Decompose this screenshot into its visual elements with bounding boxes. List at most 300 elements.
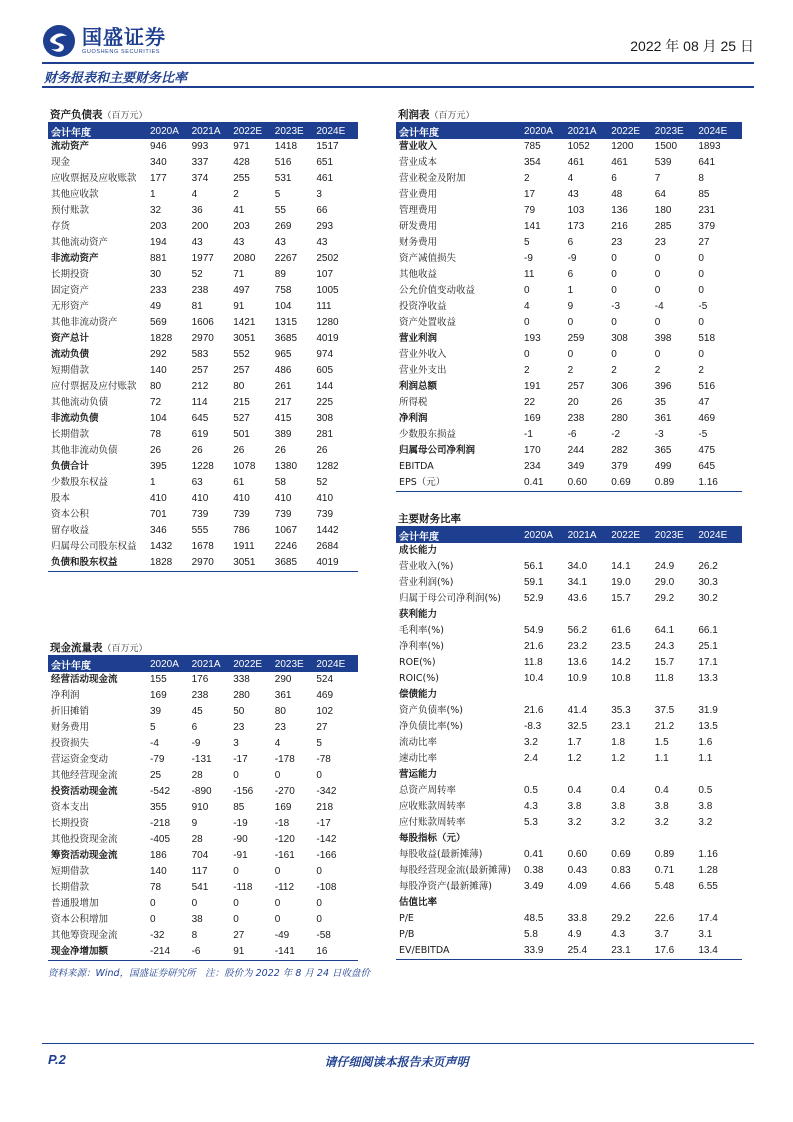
table-row [396, 459, 742, 475]
row-label: 现金净增加额 [48, 944, 150, 961]
cell-value: 5.48 [654, 881, 675, 892]
cell-value: -78 [316, 754, 331, 765]
cell-value: 361 [274, 690, 292, 701]
row-label: 其他非流动资产 [51, 317, 118, 328]
table-row [48, 347, 358, 363]
cell-value: 64.1 [654, 625, 675, 636]
cell-value: 3.8 [567, 801, 582, 812]
cell-value: 24.9 [654, 561, 675, 572]
cell-value: 64 [654, 189, 666, 200]
row-label: P/B [399, 929, 415, 940]
cell-value: 3.2 [567, 817, 582, 828]
cell-value: 203 [150, 221, 167, 232]
cell-value: -141 [275, 944, 317, 961]
cell-value: -58 [316, 930, 331, 941]
cell-value: 43 [191, 237, 203, 248]
cell-value: 1282 [316, 461, 339, 472]
row-label: 长期借款 [51, 429, 90, 440]
cell-value: 194 [150, 237, 167, 248]
cell-value: -120 [274, 834, 295, 845]
cell-value: -156 [233, 786, 254, 797]
table-row [396, 203, 742, 219]
cell-value [655, 687, 699, 703]
cell-value: 338 [233, 674, 250, 685]
cell-value: 285 [654, 221, 672, 232]
cell-value: -3 [654, 429, 664, 440]
table-row [48, 912, 358, 928]
cell-value: 52 [316, 477, 328, 488]
cell-value: 216 [611, 221, 628, 232]
cell-value: 233 [150, 285, 167, 296]
cell-value: -9 [191, 738, 201, 749]
cell-value: 946 [150, 141, 167, 152]
cell-value [524, 831, 568, 847]
cell-value: 785 [524, 141, 541, 152]
cell-value: 29.0 [654, 577, 675, 588]
cell-value: 43.6 [567, 593, 588, 604]
cell-value: 35 [654, 397, 666, 408]
cash-flow-table [48, 641, 358, 961]
row-label: 留存收益 [51, 525, 90, 536]
row-label: 资产减值损失 [399, 253, 457, 264]
cell-value: 49 [150, 301, 162, 312]
cell-value: 1380 [274, 461, 298, 472]
cell-value: 739 [233, 509, 250, 520]
cell-value: 13.4 [698, 943, 742, 960]
cell-value: -131 [191, 754, 212, 765]
row-label: 营业收入 [399, 141, 438, 152]
column-header-label: 会计年度 [396, 123, 524, 139]
cell-value: 0 [611, 349, 617, 360]
cell-value: 33.8 [567, 913, 588, 924]
table-row [396, 155, 742, 171]
cell-value: 1828 [150, 555, 192, 572]
row-label: 财务费用 [51, 722, 90, 733]
cell-value: -214 [150, 944, 192, 961]
table-row [396, 863, 742, 879]
cell-value: -5 [698, 301, 708, 312]
cell-value: 26 [233, 445, 245, 456]
cell-value [611, 831, 655, 847]
table-row [396, 187, 742, 203]
cell-value: 1442 [316, 525, 339, 536]
column-header-label: 会计年度 [48, 123, 150, 139]
cell-value: 1052 [567, 141, 590, 152]
cell-value: 651 [316, 157, 334, 168]
cell-value: 1200 [611, 141, 634, 152]
table-row [48, 411, 358, 427]
table-row [48, 507, 358, 523]
row-label: 其他经营现金流 [51, 770, 118, 781]
table-row [48, 139, 358, 155]
cell-value [524, 687, 568, 703]
cell-value: 43 [274, 237, 286, 248]
cell-value: -5 [698, 429, 708, 440]
income-statement-table [396, 108, 742, 492]
cell-value: 0 [654, 269, 661, 280]
cell-value: 1005 [316, 285, 339, 296]
row-label: 归属于母公司净利润(%) [399, 593, 501, 604]
cell-value: 1078 [233, 461, 256, 472]
cell-value: 1 [567, 285, 574, 296]
cell-value: 23.1 [611, 721, 631, 732]
income-statement-grid [396, 123, 742, 492]
table-row [396, 943, 742, 960]
row-label: 长期借款 [51, 882, 90, 893]
cell-value: 499 [654, 461, 672, 472]
cell-value: 0 [274, 898, 281, 909]
cell-value: 234 [524, 461, 541, 472]
cell-value [568, 607, 612, 623]
cell-value: 346 [150, 525, 167, 536]
table-row [48, 944, 358, 961]
cell-value: 0.60 [568, 475, 612, 492]
cell-value: 80 [233, 381, 245, 392]
cell-value: 257 [191, 365, 209, 376]
row-label: 股本 [51, 493, 71, 504]
cell-value: 0 [233, 770, 239, 781]
cell-value: 31.9 [698, 705, 718, 716]
cell-value: 354 [524, 157, 541, 168]
cell-value: 186 [150, 850, 167, 861]
cell-value: 501 [233, 429, 250, 440]
cell-value [655, 607, 699, 623]
cell-value: 1678 [191, 541, 214, 552]
cell-value: 4 [191, 189, 198, 200]
cell-value: 103 [567, 205, 585, 216]
cell-value: 114 [191, 397, 208, 408]
cell-value: 0.69 [611, 475, 655, 492]
table-row [396, 655, 742, 671]
cell-value: 19.0 [611, 577, 631, 588]
cell-value: 4.3 [524, 801, 538, 812]
row-label: 固定资产 [51, 285, 90, 296]
cell-value: 28 [191, 770, 203, 781]
table-row [48, 704, 358, 720]
cell-value: 22.6 [654, 913, 675, 924]
cell-value: 2970 [192, 555, 234, 572]
table-row [396, 927, 742, 943]
cell-value: 0.4 [567, 785, 582, 796]
table-row [396, 735, 742, 751]
cell-value: 244 [567, 445, 585, 456]
cell-value: 180 [654, 205, 672, 216]
cell-value: 355 [150, 802, 167, 813]
cell-value: 410 [150, 493, 167, 504]
cell-value: 217 [274, 397, 292, 408]
cell-value: 13.6 [567, 657, 588, 668]
cell-value: 177 [150, 173, 167, 184]
cell-value: 48.5 [524, 913, 544, 924]
row-label: 投资净收益 [399, 301, 447, 312]
cell-value: 23 [274, 722, 286, 733]
cell-value: 645 [191, 413, 209, 424]
cell-value: 3051 [233, 333, 256, 344]
table-row [396, 427, 742, 443]
table-row [48, 688, 358, 704]
cell-value [611, 767, 655, 783]
cell-value: 3.8 [698, 801, 713, 812]
cell-value: 395 [150, 461, 167, 472]
cell-value: 758 [274, 285, 292, 296]
cell-value: 2.4 [524, 753, 538, 764]
row-label: 净利率(%) [399, 641, 444, 652]
row-label: 研发费用 [399, 221, 438, 232]
cell-value: -90 [233, 834, 248, 845]
row-label: ROIC(%) [399, 673, 439, 684]
cell-value: 2246 [274, 541, 298, 552]
row-label: 经营活动现金流 [51, 674, 118, 685]
cell-value [611, 895, 655, 911]
cell-value: 80 [150, 381, 162, 392]
row-label: 短期借款 [51, 866, 90, 877]
cell-value: 379 [611, 461, 628, 472]
cell-value: 56.1 [524, 561, 544, 572]
cell-value: 1.1 [654, 753, 669, 764]
cell-value: 91 [233, 944, 275, 961]
table-row [396, 235, 742, 251]
cell-value: 0.5 [524, 785, 538, 796]
table-row [48, 299, 358, 315]
cell-value: 23 [654, 237, 666, 248]
table-row [396, 799, 742, 815]
table-row [396, 267, 742, 283]
cell-value: 1517 [316, 141, 339, 152]
section-row [396, 895, 742, 911]
cell-value: 4.9 [567, 929, 582, 940]
cell-value: 104 [150, 413, 167, 424]
cell-value: 111 [316, 301, 332, 312]
cell-value: 200 [191, 221, 209, 232]
cell-value: 2 [611, 365, 617, 376]
cell-value: 37.5 [654, 705, 675, 716]
cell-value [568, 543, 612, 559]
cell-value: 58 [274, 477, 286, 488]
cell-value: 0 [274, 866, 281, 877]
table-row [48, 848, 358, 864]
cell-value: 2 [233, 189, 239, 200]
cell-value: 1606 [191, 317, 214, 328]
cell-value: 41.4 [567, 705, 588, 716]
row-label: 资本公积增加 [51, 914, 109, 925]
cell-value: 0 [698, 285, 704, 296]
row-label: EBITDA [399, 461, 434, 472]
cell-value: 1.8 [611, 737, 626, 748]
cell-value: -270 [274, 786, 295, 797]
cell-value [524, 607, 568, 623]
cell-value: 81 [191, 301, 203, 312]
table-row [48, 267, 358, 283]
cell-value: 27 [233, 930, 245, 941]
cell-value: 78 [150, 882, 162, 893]
cell-value: 290 [274, 674, 292, 685]
footer-disclaimer: 请仔细阅读本报告末页声明 [324, 1055, 469, 1069]
cell-value: 169 [274, 802, 292, 813]
row-label: 所得税 [399, 397, 428, 408]
cell-value: 140 [150, 866, 167, 877]
cell-value: 605 [316, 365, 334, 376]
cell-value: 141 [524, 221, 541, 232]
row-label: 预付账款 [51, 205, 90, 216]
cell-value: -405 [150, 834, 171, 845]
row-label: 流动资产 [51, 141, 90, 152]
cell-value: 361 [654, 413, 672, 424]
row-label: 资产负债率(%) [399, 705, 463, 716]
row-label: 应收票据及应收账款 [51, 173, 137, 184]
cell-value: 5.3 [524, 817, 538, 828]
cell-value: 3 [233, 738, 239, 749]
table-row [48, 475, 358, 491]
cell-value: -218 [150, 818, 171, 829]
column-header-year: 2024E [698, 123, 742, 139]
row-label: 速动比率 [399, 753, 438, 764]
table-row [48, 395, 358, 411]
column-header-year: 2023E [275, 123, 317, 139]
cell-value: 461 [611, 157, 628, 168]
cell-value: 461 [316, 173, 334, 184]
cell-value: 486 [274, 365, 292, 376]
cell-value: -3 [611, 301, 621, 312]
row-label: 营业外支出 [399, 365, 447, 376]
row-label: 营业利润(%) [399, 577, 454, 588]
table-row [396, 395, 742, 411]
table-row [396, 443, 742, 459]
cell-value [611, 543, 655, 559]
cell-value: 0 [233, 898, 239, 909]
table-row [48, 331, 358, 347]
row-label: 营运资金变动 [51, 754, 109, 765]
cell-value: 21.6 [524, 705, 544, 716]
cell-value: 3.8 [654, 801, 669, 812]
cell-value: 2502 [316, 253, 339, 264]
row-label: 偿债能力 [399, 689, 438, 700]
cell-value: 0 [654, 317, 661, 328]
cell-value: 398 [654, 333, 672, 344]
table-row [48, 539, 358, 555]
cell-value: 497 [233, 285, 250, 296]
table-row [48, 459, 358, 475]
cell-value: -342 [316, 786, 337, 797]
cell-value: 1280 [316, 317, 339, 328]
table-row [396, 139, 742, 155]
cell-value: 552 [233, 349, 250, 360]
table-row [48, 491, 358, 507]
cell-value: 26 [316, 445, 328, 456]
row-label: 资产处置收益 [399, 317, 457, 328]
table-row [396, 879, 742, 895]
cell-value: 66.1 [698, 625, 718, 636]
cell-value: 225 [316, 397, 334, 408]
column-header-year: 2022E [233, 656, 275, 672]
cell-value: 1828 [150, 333, 173, 344]
cell-value: 410 [191, 493, 209, 504]
cell-value: 292 [150, 349, 167, 360]
cell-value: 257 [233, 365, 250, 376]
row-label: 应付票据及应付账款 [51, 381, 137, 392]
cell-value: 3.2 [524, 737, 538, 748]
row-label: EV/EBITDA [396, 943, 524, 960]
cell-value: 389 [274, 429, 292, 440]
cell-value: 10.4 [524, 673, 544, 684]
cell-value: 8 [191, 930, 198, 941]
cell-value: 17.4 [698, 913, 718, 924]
row-label: 利润总额 [399, 381, 438, 392]
cell-value: 0 [611, 269, 617, 280]
row-label: 归属母公司净利润 [399, 445, 476, 456]
table-row [396, 331, 742, 347]
cell-value [655, 895, 699, 911]
cell-value: 569 [150, 317, 167, 328]
section-row [396, 687, 742, 703]
table-row [396, 847, 742, 863]
cell-value: 48 [611, 189, 623, 200]
cell-value: 2684 [316, 541, 339, 552]
table-row [396, 475, 742, 492]
section-divider [42, 86, 754, 88]
cell-value: 555 [191, 525, 209, 536]
cell-value: 80 [274, 706, 286, 717]
cell-value: 25 [150, 770, 162, 781]
row-label: 现金 [51, 157, 71, 168]
table-row [396, 411, 742, 427]
cell-value: 61.6 [611, 625, 631, 636]
cell-value: 527 [233, 413, 250, 424]
cell-value: 461 [567, 157, 585, 168]
cell-value: 173 [567, 221, 585, 232]
cell-value: 0 [654, 285, 661, 296]
cell-value: 191 [524, 381, 541, 392]
cell-value: 33.9 [524, 943, 568, 960]
company-name-en: GUOSHENG SECURITIES [82, 49, 161, 55]
cell-value [698, 687, 742, 703]
cell-value: 0 [150, 914, 156, 925]
company-logo [42, 24, 166, 58]
cell-value: 469 [316, 690, 334, 701]
cell-value: 1.7 [567, 737, 582, 748]
cell-value: 10.9 [567, 673, 588, 684]
row-label: 其他应收款 [51, 189, 99, 200]
cell-value: 0 [233, 866, 239, 877]
table-row [48, 443, 358, 459]
table-row [396, 347, 742, 363]
cell-value: 1.5 [654, 737, 669, 748]
table-row [396, 703, 742, 719]
column-header-year: 2023E [275, 656, 317, 672]
cell-value: 144 [316, 381, 334, 392]
cell-value: 30 [150, 269, 162, 280]
cell-value: 15.7 [611, 593, 631, 604]
cell-value: 176 [191, 674, 209, 685]
cell-value: -9 [524, 253, 533, 264]
balance-sheet-title: 资产负债表（百万元） [48, 108, 358, 123]
cell-value: 17 [524, 189, 536, 200]
column-header-year: 2022E [611, 123, 655, 139]
column-header-year: 2023E [655, 123, 699, 139]
cell-value: 15.7 [654, 657, 675, 668]
table-row [48, 832, 358, 848]
cell-value: 739 [274, 509, 292, 520]
cell-value: -79 [150, 754, 165, 765]
cell-value: 0 [524, 285, 530, 296]
cell-value: -32 [150, 930, 165, 941]
cell-value: 30.3 [698, 577, 718, 588]
row-label: 负债和股东权益 [48, 555, 150, 572]
cell-value: 78 [150, 429, 162, 440]
cell-value: 32.5 [567, 721, 588, 732]
cell-value: 0.83 [611, 865, 631, 876]
cell-value [568, 767, 612, 783]
table-row [396, 639, 742, 655]
